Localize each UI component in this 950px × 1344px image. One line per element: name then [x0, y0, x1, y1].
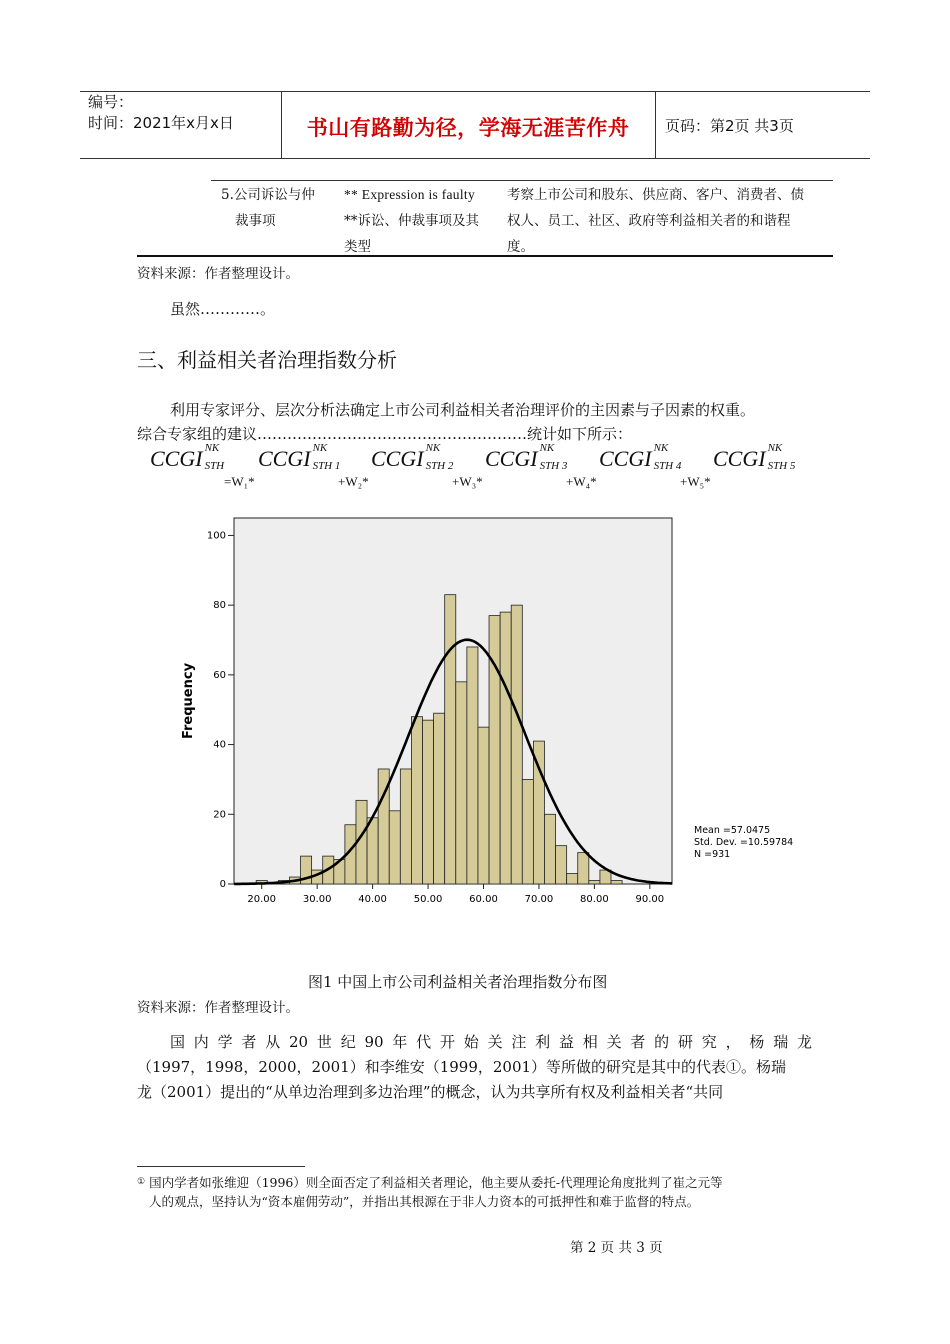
table-indicator-line2: **诉讼、仲裁事项及其 [344, 213, 479, 229]
formula-term-base: CCGI NK STH [150, 442, 225, 472]
histogram-bar [411, 717, 422, 884]
histogram-bar [478, 727, 489, 884]
formula-term [150, 442, 225, 472]
table-cell-description [507, 182, 804, 260]
table-source-note: 资料来源：作者整理设计。 [137, 266, 299, 282]
x-tick-label: 80.00 [580, 894, 609, 905]
stats-std: Std. Dev. =10.59784 [694, 837, 794, 848]
paragraph-1-line2: 综合专家组的建议………………………………………………统计如下所示： [137, 425, 633, 443]
x-tick-label: 70.00 [524, 894, 554, 905]
figure-source-note: 资料来源：作者整理设计。 [137, 1000, 299, 1016]
histogram-bar [578, 853, 589, 884]
formula-term-base: CCGI NK STH 4 [599, 442, 682, 472]
stats-mean: Mean =57.0475 [694, 825, 771, 836]
table-top-rule [211, 180, 833, 181]
histogram-bar [589, 881, 600, 884]
formula-term-superscript: NK [653, 442, 669, 454]
header-motto: 书山有路勤为径，学海无涯苦作舟 [306, 116, 630, 140]
histogram-chart [180, 510, 820, 920]
y-tick-label: 20 [213, 809, 226, 821]
y-tick-label: 40 [213, 739, 226, 751]
paragraph-2-line3: 龙（2001）提出的“从单边治理到多边治理”的概念，认为共享所有权及利益相关者“共同 [137, 1083, 724, 1101]
paragraph-2-line2: （1997，1998，2000，2001）和李维安（1999，2001）等所做的研究是其中的代表①。杨瑞 [137, 1058, 787, 1076]
formula-term-superscript: NK [767, 442, 783, 454]
histogram-bar [467, 647, 478, 884]
figure-caption: 图1 中国上市公司利益相关者治理指数分布图 [308, 973, 608, 991]
histogram-bar [389, 811, 400, 884]
formula-term [371, 442, 454, 472]
histogram-bar [533, 741, 544, 884]
formula-term-subscript: STH 1 [312, 460, 341, 472]
formula-term-superscript: NK [539, 442, 555, 454]
formula-weight: +W₃* [452, 474, 483, 489]
section-title: 三、利益相关者治理指数分析 [137, 348, 397, 372]
document-time-label: 时间：2021年x月x日 [88, 114, 234, 132]
formula-term-superscript: NK [425, 442, 441, 454]
y-tick-label: 0 [219, 879, 226, 890]
histogram-bar [489, 616, 500, 884]
formula-term [485, 442, 568, 472]
formula-term-superscript: NK [204, 442, 220, 454]
formula-weight: +W₂* [338, 474, 369, 489]
table-indicator-line3: 类型 [344, 239, 371, 255]
footnote-line1: 国内学者如张维迎（1996）则全面否定了利益相关者理论，他主要从委托-代理理论角度批判了崔之元等 [149, 1175, 723, 1190]
y-tick-label: 60 [213, 669, 226, 681]
formula-term-subscript: STH 3 [539, 460, 568, 472]
histogram-bar [400, 769, 411, 884]
x-tick-label: 20.00 [247, 894, 277, 905]
formula-term-base: CCGI NK STH 3 [485, 442, 568, 472]
table-bottom-rule [137, 255, 833, 257]
formula-term-superscript: NK [312, 442, 328, 454]
table-desc-line2: 权人、员工、社区、政府等利益相关者的和谐程 [507, 213, 791, 229]
histogram-bar [567, 874, 578, 884]
histogram-bar [423, 720, 434, 884]
header-page-info: 页码：第2页 共3页 [665, 117, 794, 135]
histogram-bar [367, 818, 378, 884]
page-footer: 第 2 页 共 3 页 [570, 1240, 663, 1256]
table-desc-line1: 考察上市公司和股东、供应商、客户、消费者、债 [507, 187, 804, 203]
formula-weight: +W₅* [680, 474, 711, 489]
header-bottom-rule [80, 158, 870, 159]
y-tick-label: 100 [206, 530, 226, 542]
stats-n: N =931 [694, 849, 731, 860]
formula-term [599, 442, 682, 472]
x-tick-label: 30.00 [302, 894, 332, 905]
formula-term-base: CCGI NK STH 2 [371, 442, 454, 472]
formula-term-subscript: STH 2 [425, 460, 454, 472]
formula-term-base: CCGI NK STH 1 [258, 442, 341, 472]
table-cell-indicator [344, 182, 494, 260]
histogram-bar [556, 846, 567, 884]
formula-weight: +W₄* [566, 474, 597, 489]
histogram-bar [544, 814, 555, 884]
histogram-bar [456, 682, 467, 884]
header-divider-right [655, 91, 656, 158]
table-item-line2: 裁事项 [235, 213, 276, 229]
histogram-bar [445, 595, 456, 884]
table-item-line1: 5.公司诉讼与仲 [221, 187, 315, 203]
histogram-bar [511, 605, 522, 884]
table-desc-line3: 度。 [507, 239, 534, 255]
footnote [137, 1173, 723, 1211]
y-tick-label: 80 [213, 600, 226, 612]
y-axis-label: Frequency [181, 662, 196, 740]
formula-term-subscript: STH [204, 460, 225, 472]
formula-term [258, 442, 341, 472]
histogram-bar [522, 779, 533, 884]
formula-term-base: CCGI NK STH 5 [713, 442, 796, 472]
histogram-bar [611, 881, 622, 884]
x-tick-label: 60.00 [469, 894, 498, 905]
footnote-marker: ① [137, 1177, 146, 1187]
histogram-figure [180, 510, 820, 924]
header-left-block [88, 92, 234, 134]
x-tick-label: 90.00 [635, 894, 665, 905]
paragraph-2-line1: 国内学者从20世纪90年代开始关注利益相关者的研究，杨瑞龙 [170, 1033, 812, 1051]
table-cell-item [221, 182, 315, 234]
table-indicator-line1: ** Expression is faulty [344, 187, 476, 202]
histogram-bar [434, 713, 445, 884]
x-tick-label: 50.00 [413, 894, 443, 905]
document-number-label: 编号： [88, 93, 134, 111]
paragraph-suiran: 虽然…………。 [170, 300, 276, 318]
footnote-line2: 人的观点，坚持认为“资本雇佣劳动”，并指出其根源在于非人力资本的可抵押性和难于监督的特点。 [149, 1194, 700, 1209]
histogram-bar [500, 612, 511, 884]
paragraph-1-line1: 利用专家评分、层次分析法确定上市公司利益相关者治理评价的主因素与子因素的权重。 [170, 401, 756, 419]
x-tick-label: 40.00 [358, 894, 387, 905]
formula-weight: =W₁* [224, 474, 255, 489]
formula-term-subscript: STH 5 [767, 460, 796, 472]
formula-term [713, 442, 796, 472]
footnote-rule [137, 1166, 305, 1167]
formula-term-subscript: STH 4 [653, 460, 682, 472]
